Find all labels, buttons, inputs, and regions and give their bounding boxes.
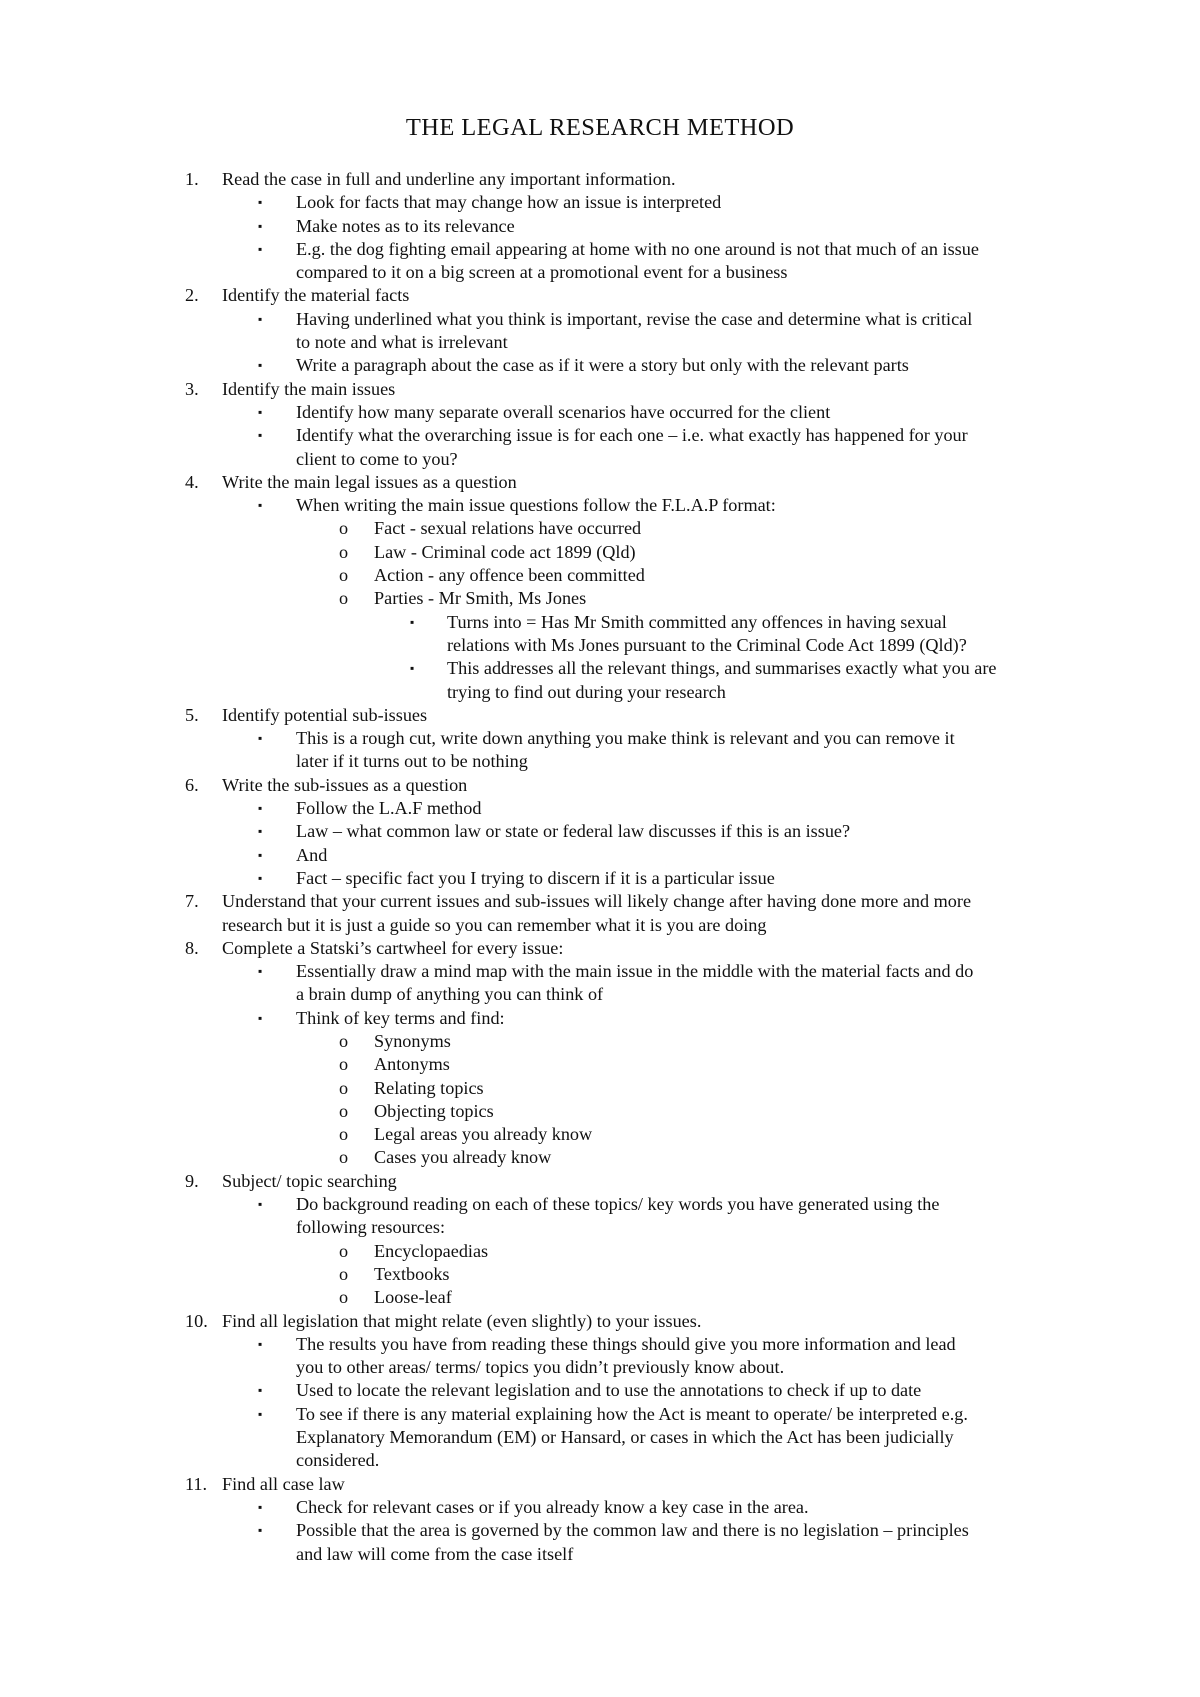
item-number: 7. bbox=[185, 891, 199, 912]
circle-bullet: o bbox=[339, 1263, 349, 1284]
item-number: 9. bbox=[185, 1170, 199, 1191]
item-text: Write a paragraph about the case as if it were a story but only with the relevant parts bbox=[296, 355, 909, 376]
item-text: This is a rough cut, write down anything you make think is relevant and you can remove it bbox=[296, 728, 955, 749]
outline-line-level-2 bbox=[0, 960, 1200, 983]
outline-line-level-1 bbox=[0, 704, 1200, 727]
outline-line-level-2 bbox=[0, 424, 1200, 447]
outline-line-level-3 bbox=[0, 564, 1200, 587]
circle-bullet: o bbox=[339, 1147, 349, 1168]
item-text: Check for relevant cases or if you already know a key case in the area. bbox=[296, 1496, 809, 1517]
item-number: 5. bbox=[185, 704, 199, 725]
circle-bullet: o bbox=[339, 1054, 349, 1075]
square-bullet: ▪ bbox=[258, 870, 263, 885]
outline-line-level-2 bbox=[0, 1403, 1200, 1426]
outline-line-level-4 bbox=[0, 634, 1200, 657]
item-text: a brain dump of anything you can think of bbox=[296, 984, 604, 1005]
outline-line-level-3 bbox=[0, 587, 1200, 610]
item-text: following resources: bbox=[296, 1217, 445, 1238]
item-number: 10. bbox=[185, 1310, 208, 1331]
outline-line-level-3 bbox=[0, 1146, 1200, 1169]
square-bullet: ▪ bbox=[258, 195, 263, 210]
outline-line-level-2 bbox=[0, 1333, 1200, 1356]
outline-line-level-2 bbox=[0, 448, 1200, 471]
circle-bullet: o bbox=[339, 541, 349, 562]
outline-line-level-2 bbox=[0, 191, 1200, 214]
outline-line-level-3 bbox=[0, 541, 1200, 564]
item-text: Having underlined what you think is important, revise the case and determine what is critical bbox=[296, 308, 973, 329]
item-text: This addresses all the relevant things, and summarises exactly what you are bbox=[447, 658, 997, 679]
outline-line-level-2 bbox=[0, 1496, 1200, 1519]
outline-line-level-3 bbox=[0, 1100, 1200, 1123]
square-bullet: ▪ bbox=[258, 404, 263, 419]
outline-line-level-2 bbox=[0, 238, 1200, 261]
circle-bullet: o bbox=[339, 1287, 349, 1308]
item-number: 4. bbox=[185, 471, 199, 492]
item-text: E.g. the dog fighting email appearing at home with no one around is not that much of an issue bbox=[296, 238, 979, 259]
outline-line-level-1 bbox=[0, 284, 1200, 307]
outline-line-level-2 bbox=[0, 215, 1200, 238]
item-text: Antonyms bbox=[374, 1054, 450, 1075]
square-bullet: ▪ bbox=[410, 614, 415, 629]
square-bullet: ▪ bbox=[258, 847, 263, 862]
square-bullet: ▪ bbox=[258, 1383, 263, 1398]
item-text: Identify potential sub-issues bbox=[222, 704, 428, 725]
item-text: Relating topics bbox=[374, 1077, 484, 1098]
circle-bullet: o bbox=[339, 1030, 349, 1051]
item-number: 3. bbox=[185, 378, 199, 399]
item-text: Objecting topics bbox=[374, 1100, 494, 1121]
item-text: Possible that the area is governed by the common law and there is no legislation – principles bbox=[296, 1520, 969, 1541]
outline-line-level-2 bbox=[0, 750, 1200, 773]
item-text: Legal areas you already know bbox=[374, 1124, 593, 1145]
item-text: Loose-leaf bbox=[374, 1287, 452, 1308]
outline-line-level-4 bbox=[0, 657, 1200, 680]
circle-bullet: o bbox=[339, 1240, 349, 1261]
item-text: and law will come from the case itself bbox=[296, 1543, 574, 1564]
item-text: Write the main legal issues as a question bbox=[222, 471, 517, 492]
item-text: Essentially draw a mind map with the main issue in the middle with the material facts and do bbox=[296, 961, 974, 982]
item-text: Synonyms bbox=[374, 1030, 451, 1051]
item-text: Identify what the overarching issue is for each one – i.e. what exactly has happened for your bbox=[296, 425, 968, 446]
item-text: Read the case in full and underline any important information. bbox=[222, 169, 676, 189]
square-bullet: ▪ bbox=[258, 1336, 263, 1351]
item-text: Complete a Statski’s cartwheel for every issue: bbox=[222, 937, 564, 958]
circle-bullet: o bbox=[339, 1077, 349, 1098]
outline-line-level-2 bbox=[0, 401, 1200, 424]
square-bullet: ▪ bbox=[258, 311, 263, 326]
outline-line-level-2 bbox=[0, 1379, 1200, 1402]
outline-line-level-2 bbox=[0, 354, 1200, 377]
item-text: Fact – specific fact you I trying to discern if it is a particular issue bbox=[296, 867, 775, 888]
outline-line-level-1 bbox=[0, 890, 1200, 913]
item-text: Subject/ topic searching bbox=[222, 1170, 397, 1191]
item-text: research but it is just a guide so you can remember what it is you are doing bbox=[222, 914, 767, 935]
outline-line-level-4 bbox=[0, 681, 1200, 704]
item-text: to note and what is irrelevant bbox=[296, 332, 508, 353]
square-bullet: ▪ bbox=[258, 358, 263, 373]
outline-line-level-2 bbox=[0, 1543, 1200, 1566]
outline-line-level-1 bbox=[0, 1170, 1200, 1193]
outline-line-level-2 bbox=[0, 494, 1200, 517]
square-bullet: ▪ bbox=[258, 1499, 263, 1514]
square-bullet: ▪ bbox=[258, 218, 263, 233]
outline-line-level-3 bbox=[0, 1263, 1200, 1286]
item-text: The results you have from reading these things should give you more information and lead bbox=[296, 1333, 956, 1354]
item-text: Make notes as to its relevance bbox=[296, 215, 515, 236]
circle-bullet: o bbox=[339, 588, 349, 609]
outline-line-level-2 bbox=[0, 820, 1200, 843]
outline-line-level-2 bbox=[0, 1193, 1200, 1216]
square-bullet: ▪ bbox=[258, 1406, 263, 1421]
outline-line-level-1 bbox=[0, 1473, 1200, 1496]
item-text: Parties - Mr Smith, Ms Jones bbox=[374, 588, 587, 609]
square-bullet: ▪ bbox=[258, 801, 263, 816]
outline-line-level-1 bbox=[0, 914, 1200, 937]
item-text: Law - Criminal code act 1899 (Qld) bbox=[374, 541, 636, 562]
document-title: THE LEGAL RESEARCH METHOD bbox=[405, 114, 795, 141]
item-text: Look for facts that may change how an issue is interpreted bbox=[296, 192, 722, 213]
item-text: Cases you already know bbox=[374, 1147, 552, 1168]
item-text: Identify the material facts bbox=[222, 285, 410, 306]
square-bullet: ▪ bbox=[410, 661, 415, 676]
circle-bullet: o bbox=[339, 565, 349, 586]
item-text: And bbox=[296, 844, 328, 865]
outline-line-level-2 bbox=[0, 1449, 1200, 1472]
circle-bullet: o bbox=[339, 1100, 349, 1121]
square-bullet: ▪ bbox=[258, 824, 263, 839]
item-text: you to other areas/ terms/ topics you didn’t previously know about. bbox=[296, 1357, 785, 1378]
item-text: compared to it on a big screen at a promotional event for a business bbox=[296, 262, 788, 283]
document-body bbox=[0, 168, 1200, 1566]
item-text: trying to find out during your research bbox=[447, 681, 726, 702]
square-bullet: ▪ bbox=[258, 428, 263, 443]
item-text: Law – what common law or state or federal law discusses if this is an issue? bbox=[296, 821, 851, 842]
outline-line-level-1 bbox=[0, 471, 1200, 494]
outline-line-level-1 bbox=[0, 774, 1200, 797]
item-text: later if it turns out to be nothing bbox=[296, 751, 528, 772]
outline-line-level-2 bbox=[0, 1356, 1200, 1379]
outline-line-level-1 bbox=[0, 378, 1200, 401]
item-text: Understand that your current issues and sub-issues will likely change after having done more and more bbox=[222, 891, 972, 912]
square-bullet: ▪ bbox=[258, 1197, 263, 1212]
item-text: Action - any offence been committed bbox=[374, 565, 645, 586]
item-text: Explanatory Memorandum (EM) or Hansard, or cases in which the Act has been judicially bbox=[296, 1427, 954, 1448]
square-bullet: ▪ bbox=[258, 241, 263, 256]
item-text: Textbooks bbox=[374, 1263, 450, 1284]
item-text: Find all case law bbox=[222, 1473, 345, 1494]
item-text: When writing the main issue questions follow the F.L.A.P format: bbox=[296, 495, 776, 516]
outline-line-level-3 bbox=[0, 1030, 1200, 1053]
item-number: 11. bbox=[185, 1473, 208, 1494]
outline-line-level-2 bbox=[0, 1216, 1200, 1239]
outline-line-level-2 bbox=[0, 727, 1200, 750]
item-text: client to come to you? bbox=[296, 448, 458, 469]
item-number: 6. bbox=[185, 774, 199, 795]
square-bullet: ▪ bbox=[258, 1010, 263, 1025]
circle-bullet: o bbox=[339, 1124, 349, 1145]
outline-line-level-2 bbox=[0, 1426, 1200, 1449]
outline-line-level-3 bbox=[0, 1077, 1200, 1100]
outline-line-level-2 bbox=[0, 867, 1200, 890]
item-text: Write the sub-issues as a question bbox=[222, 774, 468, 795]
square-bullet: ▪ bbox=[258, 964, 263, 979]
outline-line-level-1 bbox=[0, 168, 1200, 191]
square-bullet: ▪ bbox=[258, 498, 263, 513]
outline-line-level-3 bbox=[0, 1123, 1200, 1146]
outline-line-level-2 bbox=[0, 844, 1200, 867]
outline-line-level-4 bbox=[0, 611, 1200, 634]
item-number: 1. bbox=[185, 169, 199, 189]
outline-line-level-2 bbox=[0, 261, 1200, 284]
outline-line-level-2 bbox=[0, 1007, 1200, 1030]
outline-line-level-2 bbox=[0, 1519, 1200, 1542]
item-text: Fact - sexual relations have occurred bbox=[374, 518, 642, 539]
circle-bullet: o bbox=[339, 518, 349, 539]
item-text: To see if there is any material explaining how the Act is meant to operate/ be interpreted e.g. bbox=[296, 1403, 968, 1424]
item-text: Think of key terms and find: bbox=[296, 1007, 505, 1028]
item-text: Find all legislation that might relate (even slightly) to your issues. bbox=[222, 1310, 702, 1331]
item-text: Used to locate the relevant legislation and to use the annotations to check if up to date bbox=[296, 1380, 922, 1401]
item-number: 2. bbox=[185, 285, 199, 306]
outline-line-level-2 bbox=[0, 308, 1200, 331]
item-text: Do background reading on each of these topics/ key words you have generated using the bbox=[296, 1194, 940, 1215]
item-text: considered. bbox=[296, 1450, 380, 1471]
item-text: Turns into = Has Mr Smith committed any offences in having sexual bbox=[447, 611, 947, 632]
outline-line-level-3 bbox=[0, 517, 1200, 540]
item-text: Encyclopaedias bbox=[374, 1240, 489, 1261]
item-text: Identify the main issues bbox=[222, 378, 396, 399]
outline-line-level-2 bbox=[0, 983, 1200, 1006]
outline-line-level-3 bbox=[0, 1286, 1200, 1309]
square-bullet: ▪ bbox=[258, 731, 263, 746]
outline-line-level-2 bbox=[0, 797, 1200, 820]
item-text: relations with Ms Jones pursuant to the Criminal Code Act 1899 (Qld)? bbox=[447, 634, 967, 655]
outline-line-level-3 bbox=[0, 1053, 1200, 1076]
outline-line-level-3 bbox=[0, 1240, 1200, 1263]
outline-line-level-1 bbox=[0, 937, 1200, 960]
square-bullet: ▪ bbox=[258, 1523, 263, 1538]
item-text: Identify how many separate overall scenarios have occurred for the client bbox=[296, 401, 831, 422]
outline-line-level-2 bbox=[0, 331, 1200, 354]
outline-line-level-1 bbox=[0, 1310, 1200, 1333]
item-number: 8. bbox=[185, 937, 199, 958]
item-text: Follow the L.A.F method bbox=[296, 798, 482, 819]
